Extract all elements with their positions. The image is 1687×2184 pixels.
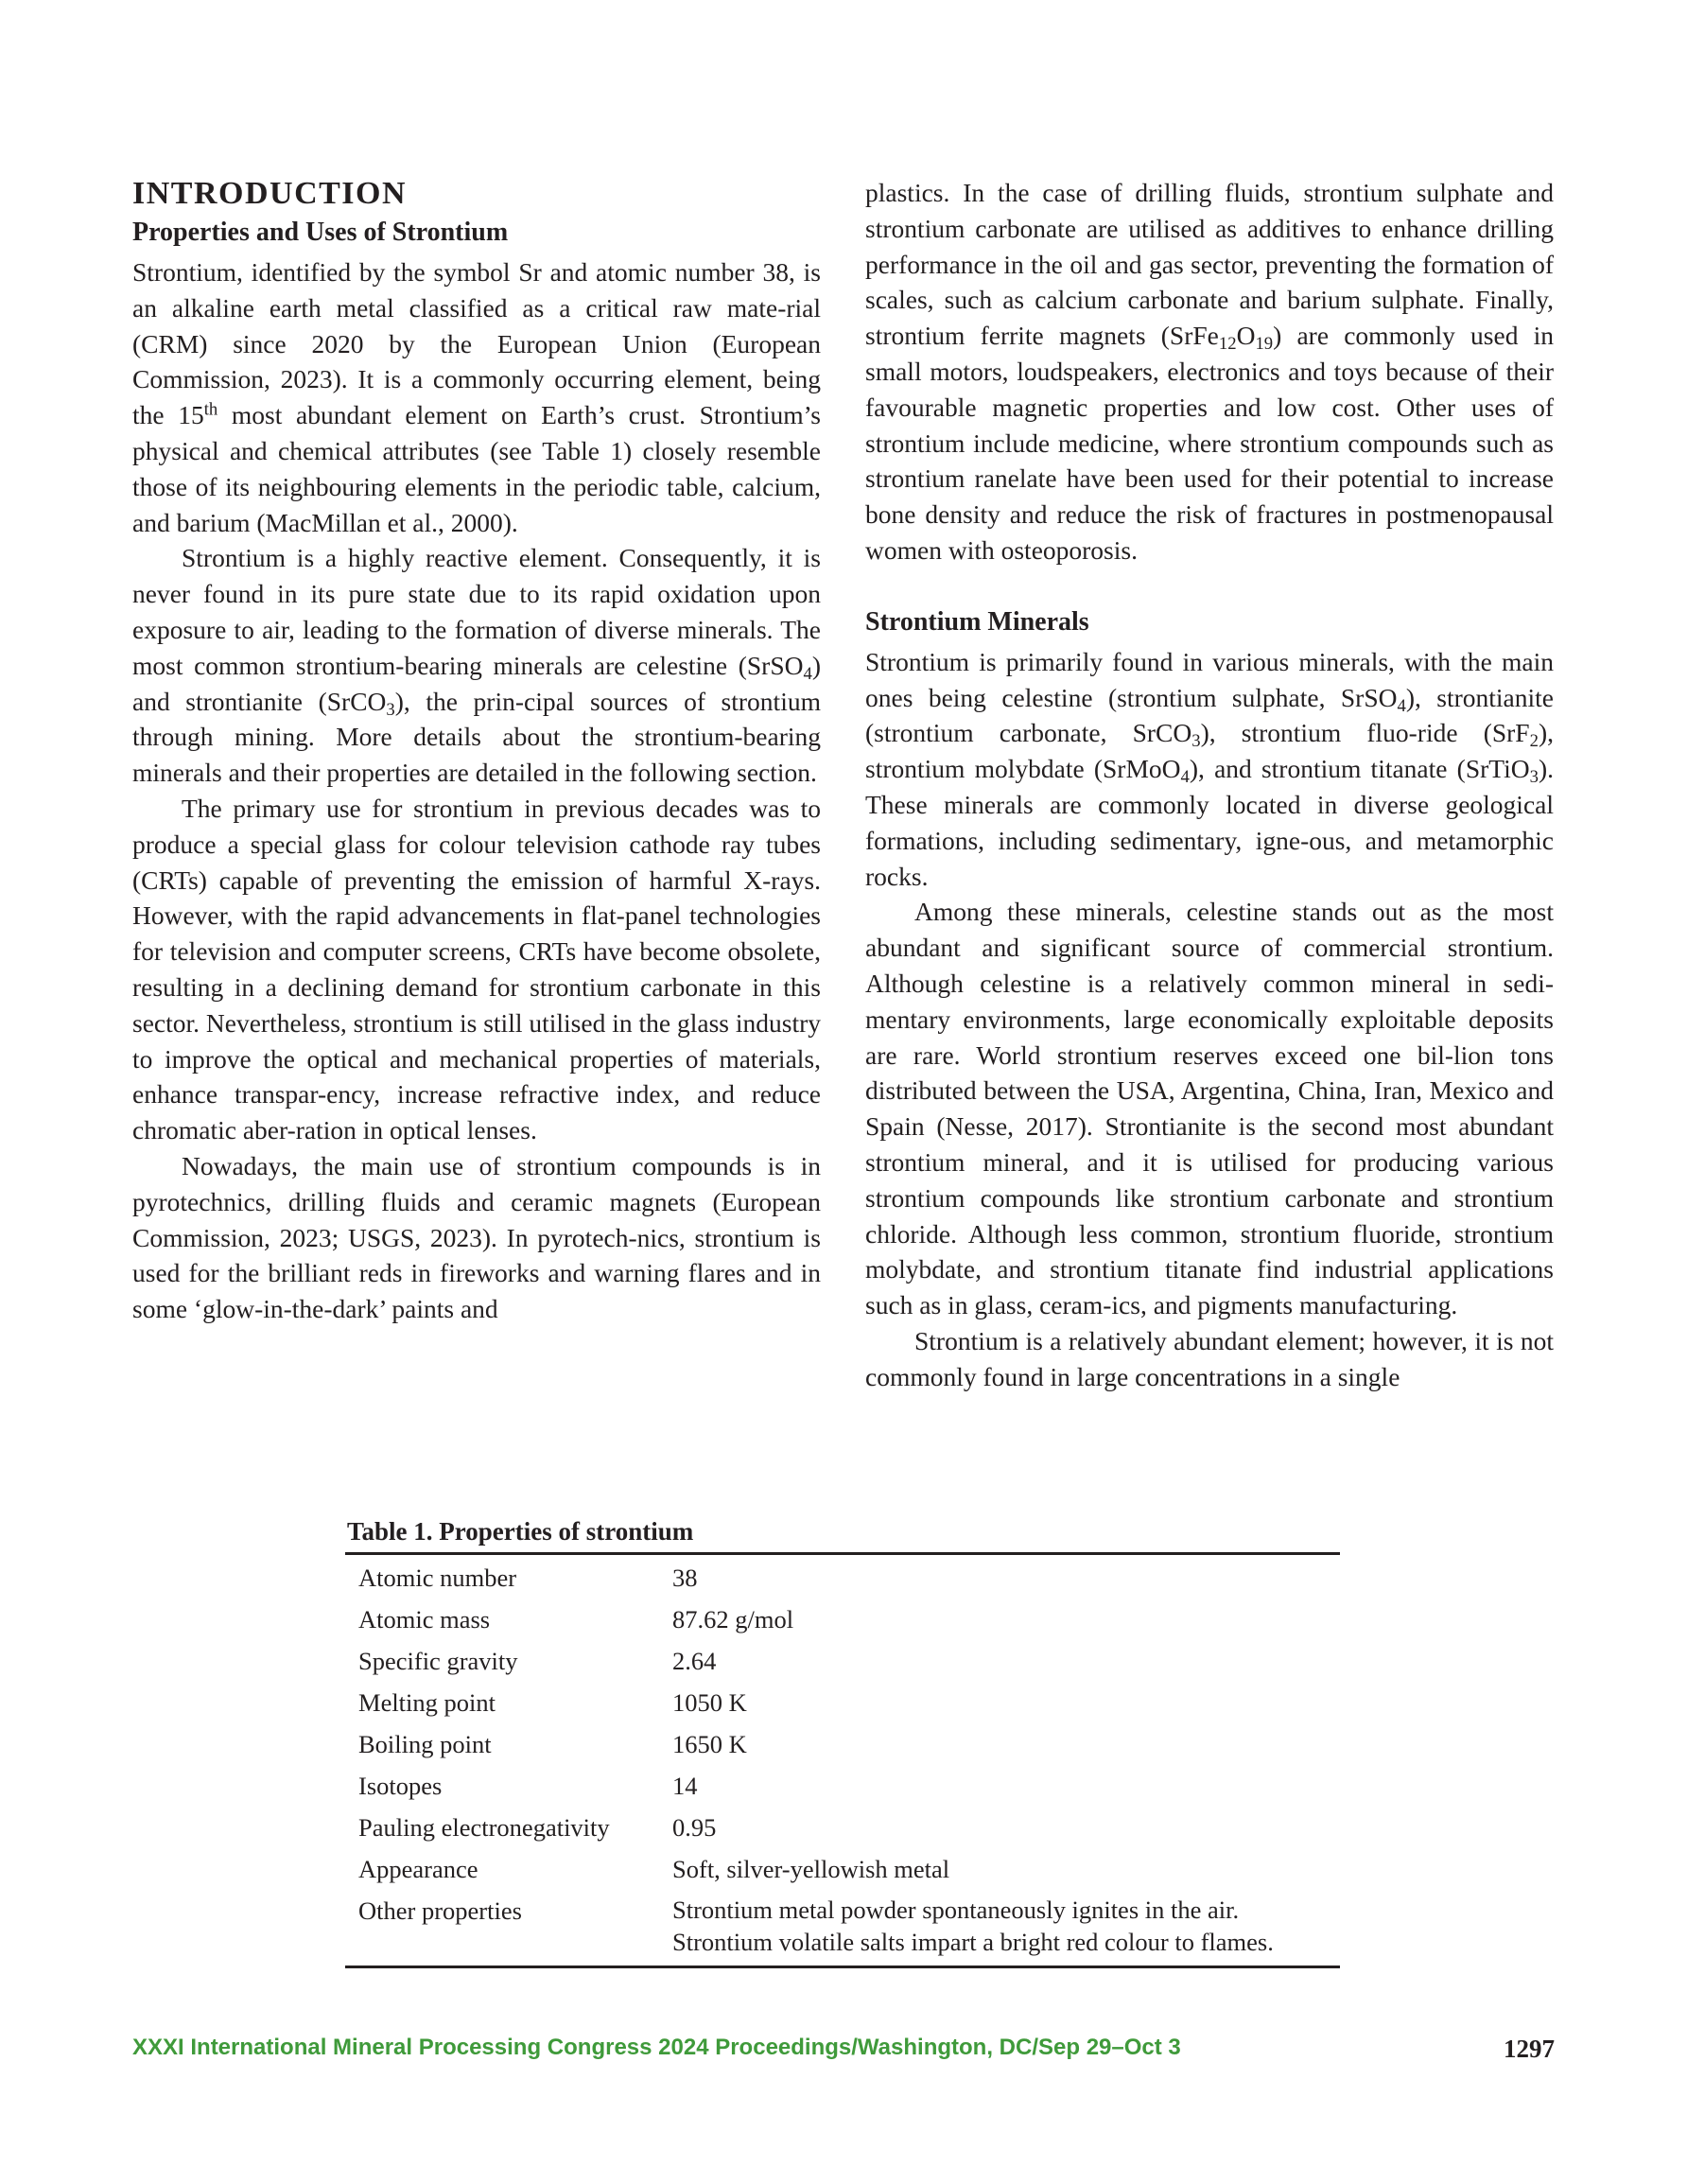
table-row <box>345 1682 1340 1723</box>
property-cell: Pauling electronegativity <box>358 1813 610 1842</box>
paragraph: Strontium is primarily found in various minerals, with the main ones being celestine (strontium sulphate, SrSO$_4$), strontianite (strontium carbonate, SrCO$_3$), strontium fluo-ride (SrF$_2$), strontium molybdate (SrMoO$_4$), and strontium titanate (SrTiO$_3$). These minerals are commonly located in diverse geological formations, including sedimentary, igne-ous, and metamorphic rocks. <box>865 646 1554 891</box>
property-cell: Atomic number <box>358 1564 517 1592</box>
value-line: Strontium metal powder spontaneously ignites in the air. <box>672 1896 1240 1924</box>
table-row <box>345 1848 1340 1890</box>
value-cell <box>672 1890 1340 1967</box>
value-cell: 87.62 g/mol <box>672 1605 794 1634</box>
property-cell: Atomic mass <box>358 1605 491 1634</box>
right-column <box>865 175 1554 1395</box>
value-cell: 14 <box>672 1772 698 1800</box>
paragraph: Strontium, identified by the symbol Sr and atomic number 38, is an alkaline earth metal classified as a critical raw mate-rial (CRM) since 2020 by the European Union (European Commission, 2023). It is a commonly occurring element, being the 15th most abundant element on Earth’s crust. Strontium’s physical and chemical attributes (see Table 1) closely resemble those of its neighbouring elements in the periodic table, calcium, and barium (MacMillan et al., 2000). <box>132 257 821 537</box>
paragraph: Strontium is a highly reactive element. Consequently, it is never found in its pure state due to its rapid oxidation upon exposure to air, leading to the formation of diverse minerals. The most common strontium-bearing minerals are celestine (SrSO$_4$) and strontianite (SrCO$_3$), the prin-cipal sources of strontium through mining. More details about the strontium-bearing minerals and their properties are detailed in the following section. <box>132 543 821 788</box>
value-cell: 0.95 <box>672 1813 717 1842</box>
section-heading: INTRODUCTION <box>132 176 408 211</box>
paragraph: plastics. In the case of drilling fluids, strontium sulphate and strontium carbonate are utilised as additives to enhance drilling performance in the oil and gas sector, preventing the formation of scales, such as calcium carbonate and barium sulphate. Finally, strontium ferrite magnets $(SrFe_{12}O_{19})$ are commonly used in small motors, loudspeakers, electronics and toys because of their favourable magnetic properties and low cost. Other uses of strontium include medicine, where strontium compounds such as strontium ranelate have been used for their potential to increase bone density and reduce the risk of fractures in postmenopausal women with osteoporosis. <box>865 178 1555 565</box>
properties-table <box>345 1552 1340 1968</box>
value-line: Strontium volatile salts impart a bright red colour to flames. <box>672 1928 1274 1956</box>
page-number: 1297 <box>1504 2035 1555 2063</box>
subsection-heading-properties: Properties and Uses of Strontium <box>132 218 509 247</box>
property-cell: Boiling point <box>358 1730 492 1758</box>
property-cell: Appearance <box>358 1855 478 1883</box>
value-cell: 1650 K <box>672 1730 747 1758</box>
paragraph: Among these minerals, celestine stands out as the most abundant and significant source of commercial strontium. Although celestine is a relatively common mineral in sedi-mentary environments, large economically exploitable deposits are rare. World strontium reserves exceed one bil-lion tons distributed between the USA, Argentina, China, Iran, Mexico and Spain (Nesse, 2017). Strontianite is the second most abundant strontium mineral, and it is utilised for producing various strontium compounds like strontium carbonate and strontium chloride. Although less common, strontium fluoride, strontium molybdate, and strontium titanate find industrial applications such as in glass, ceram-ics, and pigments manufacturing. <box>865 897 1554 1320</box>
value-cell: 38 <box>672 1564 698 1592</box>
table-row <box>345 1599 1340 1640</box>
value-cell: 2.64 <box>672 1647 717 1675</box>
subsection-heading-minerals: Strontium Minerals <box>865 606 1089 637</box>
property-cell: Isotopes <box>358 1772 443 1800</box>
table-row <box>345 1765 1340 1807</box>
properties-table-block <box>345 1514 1340 1968</box>
value-cell: Soft, silver-yellowish metal <box>672 1855 950 1883</box>
left-column <box>132 175 821 1327</box>
property-cell: Melting point <box>358 1688 496 1717</box>
property-cell: Specific gravity <box>358 1647 518 1675</box>
paragraph: The primary use for strontium in previous decades was to produce a special glass for colour television cathode ray tubes (CRTs) capable of preventing the emission of harmful X-rays. However, with the rapid advancements in flat-panel technologies for television and computer screens, CRTs have become obsolete, resulting in a declining demand for strontium carbonate in this sector. Nevertheless, strontium is still utilised in the glass industry to improve the optical and mechanical properties of materials, enhance transpar-ency, increase refractive index, and reduce chromatic aber-ration in optical lenses. <box>132 793 821 1145</box>
table-row <box>345 1640 1340 1682</box>
table-caption: Table 1. Properties of strontium <box>347 1517 694 1546</box>
value-cell: 1050 K <box>672 1688 747 1717</box>
page-footer <box>132 2035 1555 2069</box>
table-row <box>345 1554 1340 1599</box>
conference-footer: XXXI International Mineral Processing Congress 2024 Proceedings/Washington, DC/Sep 29–Oct 3 <box>132 2035 1181 2060</box>
table-row <box>345 1807 1340 1848</box>
table-row <box>345 1890 1340 1967</box>
paragraph: Strontium is a relatively abundant element; however, it is not commonly found in large concentrations in a single <box>865 1325 1554 1391</box>
table-row <box>345 1723 1340 1765</box>
paragraph: Nowadays, the main use of strontium compounds is in pyrotechnics, drilling fluids and ceramic magnets (European Commission, 2023; USGS, 2023). In pyrotech-nics, strontium is used for the brilliant reds in fireworks and warning flares and in some ‘glow-in-the-dark’ paints and <box>132 1150 821 1324</box>
property-cell: Other properties <box>358 1896 522 1925</box>
